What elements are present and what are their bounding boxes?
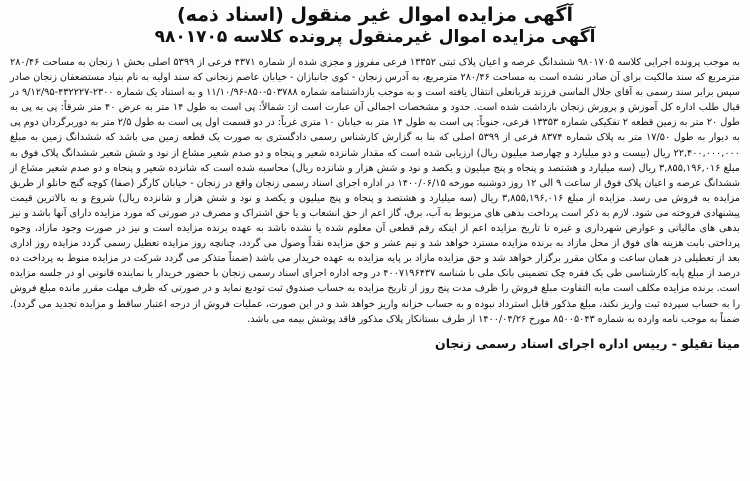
notice-body: به موجب پرونده اجرایی کلاسه ۹۸۰۱۷۰۵ ششدانگ عرصه و اعیان پلاک ثبتی ۱۳۳۵۲ فرعی مفروز و مجزی شده از شماره ۴۳۷۱ فرعی از ۵۳۹۹ اصلی بخش ۱ زنجان به مساحت ۲۸۰/۴۶ مترمربع که سند مالکیت برای آن صادر نشده است به مساحت ۲۸۰/۴۶ مترمربع، به آدرس زنجان - کوی جانبازان - خیابان عاصم زنجانی که سند اولیه به نام بنیاد مستضعفان زنجان صادر سپس برابر سند رسمی به آقای جلال الماسی فرزند قربانعلی انتقال یافته است و به موجب بازداشتنامه شماره ۵۰۳۷۸۸-۸۵۰-۱۱/۱۰/۹۶ و به استناد یک شماره ۲۳۰۰-۴۳۲۲۲۷-۹/۱۲/۹۵ در قبال طلب اداره کل آموزش و پرورش زنجان بازداشت شده است. حدود و مشخصات اجمالی آن عبارت است از: شمالاً: پی است به طول ۱۴ متر به عرض ۴۰ متر شرقاً: پی به پی به طول ۲۰ متر به زمین قطعه ۲ تفکیکی شماره ۱۳۳۵۳ فرعی، جنوباً: پی است به طول ۱۴ متر به خیابان ۱۰ متری غرباً: در دو قسمت اول پی است به طول ۲/۵ متر به دوربرگردان دوم پی به دیوار به طول ۱۷/۵۰ متر به پلاک شماره ۸۳۷۴ فرعی از ۵۳۹۹ اصلی که بنا به گزارش کارشناس رسمی دادگستری به صورت یک قطعه زمین می باشد که ششدانگ زمین به مبلغ ۲۲,۴۰۰,۰۰۰,۰۰۰ ریال (بیست و دو میلیارد و چهارصد میلیون ریال) ارزیابی شده است که مقدار شانزده شعیر و پنجاه و دو صدم شعیر مشاع از نود و شش شعیر ششدانگ پلاک فوق به مبلغ ۳,۸۵۵,۱۹۶,۰۱۶ ریال (سه میلیارد و هشتصد و پنجاه و پنج میلیون و یکصد و نود و شش هزار و شانزده ریال) محاسبه شده است که شانزده شعیر و پنجاه و دو صدم شعیر مشاع از ششدانگ عرصه و اعیان پلاک فوق از ساعت ۹ الی ۱۲ روز دوشنبه مورخه ۱۴۰۰/۰۶/۱۵ در اداره اجرای اسناد رسمی زنجان واقع در زنجان - خیابان کارگر (صفا) کوچه گنج خانلو از طریق مزایده به فروش می رسد. مزایده از مبلغ ۳,۸۵۵,۱۹۶,۰۱۶ ریال (سه میلیارد و هشتصد و پنجاه و پنج میلیون و یکصد و نود و شش هزار و شانزده ریال) شروع و به بالاترین قیمت پیشنهادی فروخته می شود. لازم به ذکر است پرداخت بدهی های مربوط به آب، برق، گاز اعم از حق انشعاب و یا حق اشتراک و مصرف در صورتی که مورد مزایده دارای آنها باشد و نیز بدهی های مالیاتی و عوارض شهرداری و غیره تا تاریخ مزایده اعم از اینکه رقم قطعی آن معلوم شده یا نشده باشد به عهده برنده مزایده است و نیز در صورت وجود مازاد، وجوه پرداختی بابت هزینه های فوق از محل مازاد به برنده مزایده مسترد خواهد شد و نیم عشر و حق مزایده نقداً وصول می گردد، چنانچه روز مزایده تعطیل رسمی گردد مزایده روز اداری بعد از تعطیلی در همان ساعت و مکان مقرر برگزار خواهد شد و حق مزایده مازاد بر پایه مزایده به عهده خریدار می باشد (ضمناً متذکر می گردد شرکت در مزایده منوط به پرداخت ده درصد از مبلغ پایه کارشناسی طی یک فقره چک تضمینی بانک ملی با شناسه ۴۰۰۷۱۹۶۴۳۷ در وجه اداره اجرای اسناد رسمی زنجان با حضور خریدار یا نماینده قانونی او در جلسه مزایده است. برنده مزایده مکلف است مابه التفاوت مبلغ فروش را ظرف مدت پنج روز از تاریخ مزایده به حساب صندوق ثبت تودیع نماید و در صورتی که ظرف مهلت مقرر مانده مبلغ فروش را به حساب سپرده ثبت واریز نکند، مبلغ مذکور قابل استرداد نبوده و به حساب خزانه واریز خواهد شد و در این صورت، عملیات فروش از درجه اعتبار ساقط و مزایده تجدید می گردد). ضمناً به موجب نامه وارده به شماره ۸۵۰۰۵۰۴۳ مورخ ۱۴۰۰/۰۴/۲۶ از طرف بستانکار پلاک مذکور فاقد پوشش بیمه می باشد. (10, 57, 741, 325)
notice-subtitle: آگهی مزایده اموال غیرمنقول پرونده کلاسه ۹۸۰۱۷۰۵ (154, 27, 596, 47)
notice-header (10, 4, 740, 47)
notice-signature: مینا تقیلو - رییس اداره اجرای اسناد رسمی زنجان (435, 335, 740, 351)
notice-title: آگهی مزایده اموال غیر منقول (اسناد ذمه) (176, 4, 573, 26)
